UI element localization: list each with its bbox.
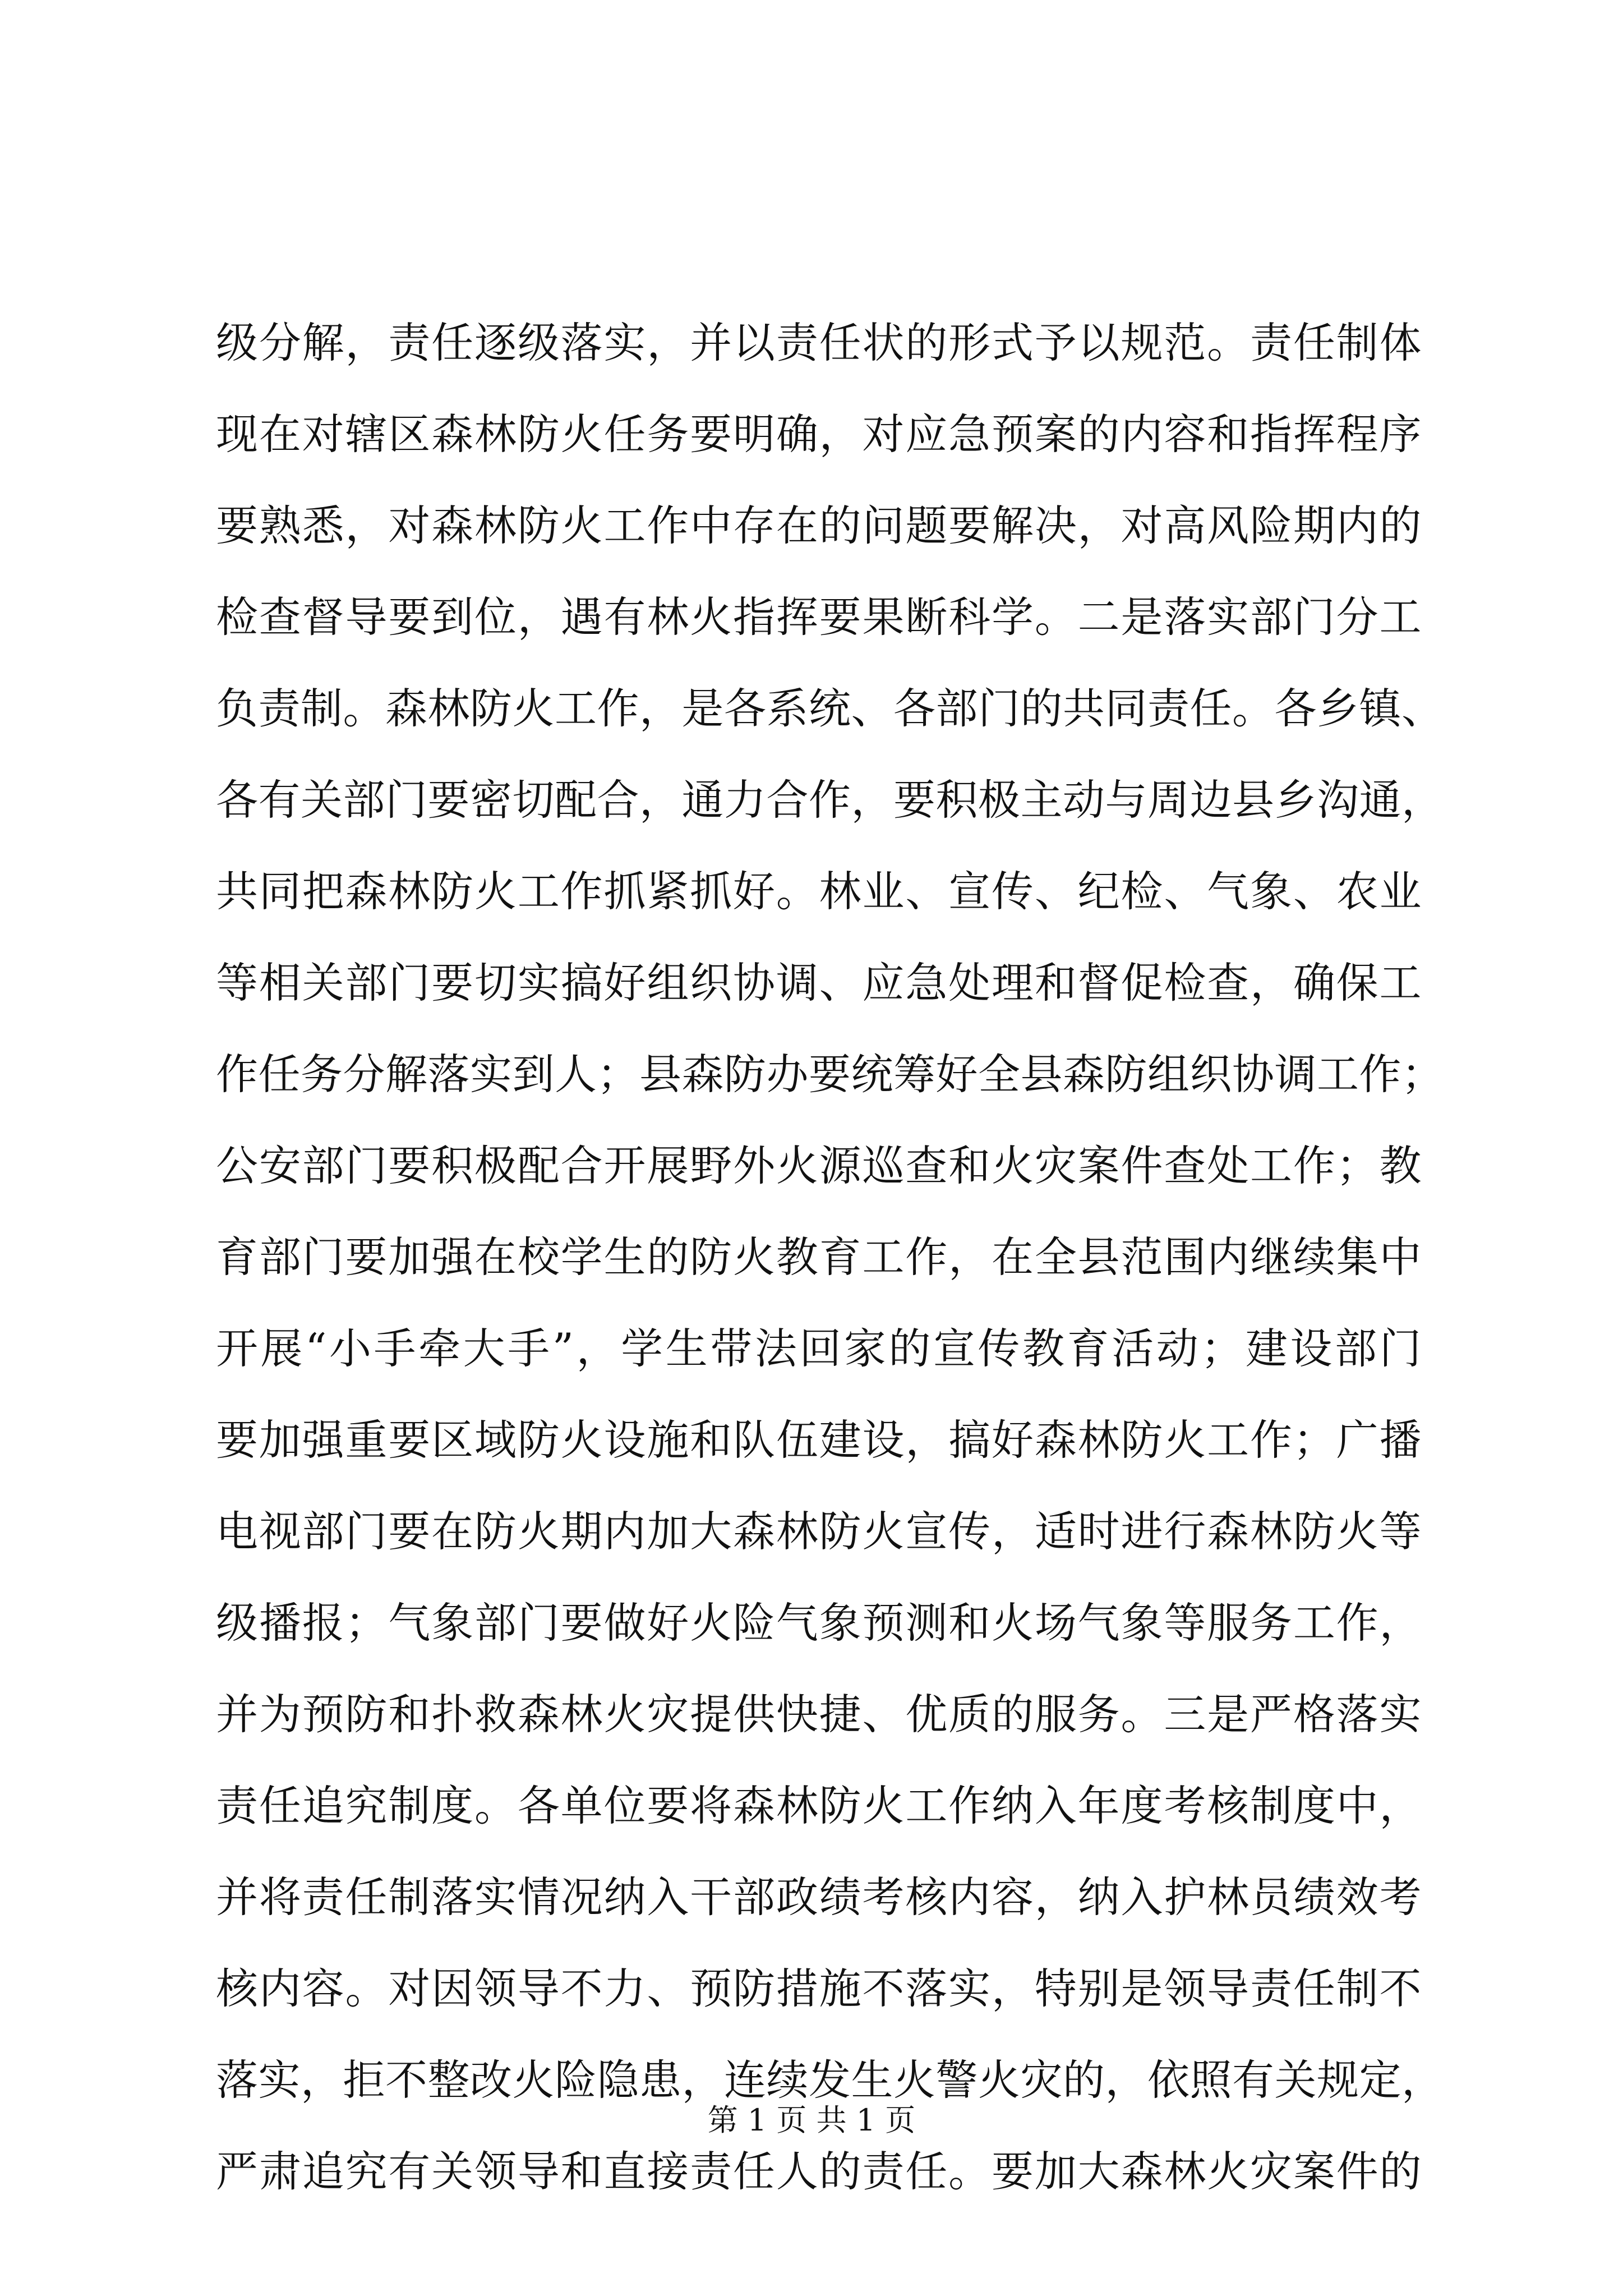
text-line-3: 要熟悉，对森林防火工作中存在的问题要解决，对高风险期内的 xyxy=(216,501,1422,550)
text-line-18: 并将责任制落实情况纳入干部政绩考核内容，纳入护林员绩效考 xyxy=(216,1872,1422,1922)
text-line-15: 级播报；气象部门要做好火险气象预测和火场气象等服务工作， xyxy=(216,1598,1422,1648)
text-line-4: 检查督导要到位，遇有林火指挥要果断科学。二是落实部门分工 xyxy=(216,592,1422,642)
text-line-12: 开展“小手牵大手”，学生带法回家的宣传教育活动；建设部门 xyxy=(216,1324,1422,1373)
text-line-6: 各有关部门要密切配合，通力合作，要积极主动与周边县乡沟通， xyxy=(216,775,1444,825)
text-line-17: 责任追究制度。各单位要将森林防火工作纳入年度考核制度中， xyxy=(216,1781,1422,1830)
text-line-10: 公安部门要积极配合开展野外火源巡查和火灾案件查处工作；教 xyxy=(216,1141,1422,1190)
body-paragraph xyxy=(216,297,1444,2217)
text-line-2: 现在对辖区森林防火任务要明确，对应急预案的内容和指挥程序 xyxy=(216,409,1422,459)
text-line-19: 核内容。对因领导不力、预防措施不落实，特别是领导责任制不 xyxy=(216,1964,1422,2013)
text-line-9: 作任务分解落实到人；县森防办要统筹好全县森防组织协调工作； xyxy=(216,1050,1444,1099)
text-line-8: 等相关部门要切实搞好组织协调、应急处理和督促检查，确保工 xyxy=(216,958,1422,1007)
text-line-20: 落实，拒不整改火险隐患，连续发生火警火灾的，依照有关规定， xyxy=(216,2055,1444,2105)
text-line-1: 级分解，责任逐级落实，并以责任状的形式予以规范。责任制体 xyxy=(216,318,1422,367)
text-line-11: 育部门要加强在校学生的防火教育工作，在全县范围内继续集中 xyxy=(216,1232,1422,1282)
text-line-14: 电视部门要在防火期内加大森林防火宣传，适时进行森林防火等 xyxy=(216,1507,1422,1556)
page-number-footer: 第 1 页 共 1 页 xyxy=(707,2102,916,2138)
text-line-16: 并为预防和扑救森林火灾提供快捷、优质的服务。三是严格落实 xyxy=(216,1690,1422,1739)
text-line-21: 严肃追究有关领导和直接责任人的责任。要加大森林火灾案件的 xyxy=(216,2147,1422,2196)
text-line-7: 共同把森林防火工作抓紧抓好。林业、宣传、纪检、气象、农业 xyxy=(216,867,1422,916)
text-line-5: 负责制。森林防火工作，是各系统、各部门的共同责任。各乡镇、 xyxy=(216,684,1444,733)
text-line-13: 要加强重要区域防火设施和队伍建设，搞好森林防火工作；广播 xyxy=(216,1415,1422,1465)
